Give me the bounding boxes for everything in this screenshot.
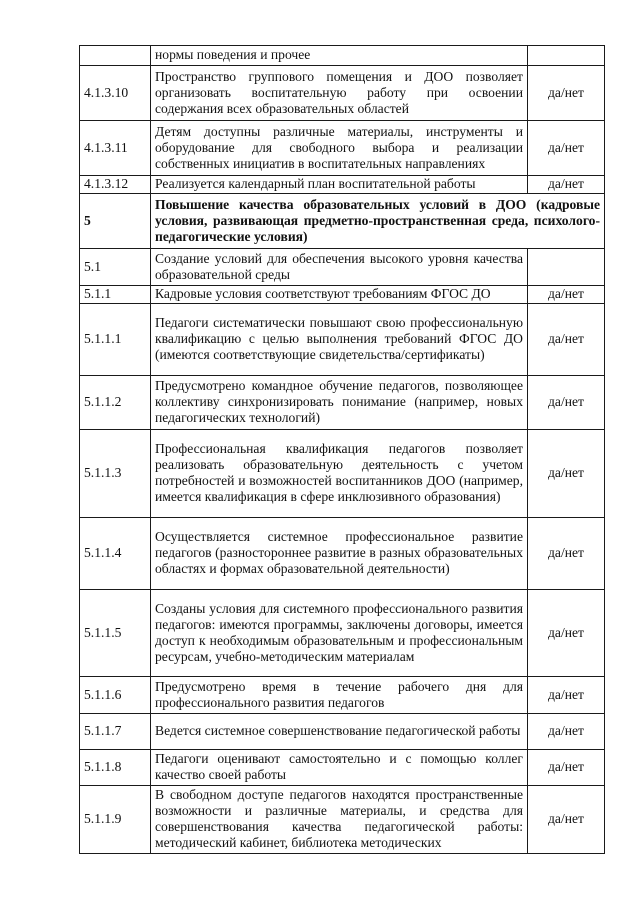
row-answer: да/нет <box>528 176 605 194</box>
row-answer: да/нет <box>528 121 605 176</box>
row-text: Ведется системное совершенствование педагогической работы <box>151 714 528 750</box>
row-number: 4.1.3.11 <box>80 121 151 176</box>
row-answer: да/нет <box>528 518 605 590</box>
row-answer: да/нет <box>528 590 605 677</box>
row-number: 5.1.1.9 <box>80 786 151 854</box>
row-text: Осуществляется системное профессиональное развитие педагогов (разностороннее развитие в разных образовательных областях и формах образовательной деятельности) <box>151 518 528 590</box>
row-number: 5.1.1 <box>80 286 151 304</box>
row-text: нормы поведения и прочее <box>151 46 528 66</box>
row-text: Предусмотрено командное обучение педагогов, позволяющее коллективу синхронизировать понимание (например, новых педагогических технологий) <box>151 376 528 430</box>
table-row <box>80 677 605 714</box>
section-number: 5 <box>80 194 151 249</box>
row-text: Создание условий для обеспечения высокого уровня качества образовательной среды <box>151 249 528 286</box>
row-answer: да/нет <box>528 66 605 121</box>
row-number: 5.1.1.5 <box>80 590 151 677</box>
row-answer: да/нет <box>528 750 605 786</box>
row-text: Педагоги оценивают самостоятельно и с помощью коллег качество своей работы <box>151 750 528 786</box>
row-answer: да/нет <box>528 286 605 304</box>
table-row <box>80 176 605 194</box>
row-text: Детям доступны различные материалы, инструменты и оборудование для свободного выбора и реализации собственных инициатив в воспитательных направлениях <box>151 121 528 176</box>
row-number: 5.1.1.7 <box>80 714 151 750</box>
row-text: Кадровые условия соответствуют требованиям ФГОС ДО <box>151 286 528 304</box>
row-number: 5.1.1.3 <box>80 430 151 518</box>
row-answer: да/нет <box>528 376 605 430</box>
section-title: Повышение качества образовательных условий в ДОО (кадровые условия, развивающая предметно-пространственная среда, психолого-педагогические условия) <box>151 194 605 249</box>
row-answer <box>528 46 605 66</box>
row-text: Созданы условия для системного профессионального развития педагогов: имеются программы, заключены договоры, имеется доступ к необходимым образовательным и профессиональным ресурсам, учебно-методическим материалам <box>151 590 528 677</box>
row-number: 4.1.3.10 <box>80 66 151 121</box>
document-page <box>79 45 605 854</box>
row-answer: да/нет <box>528 304 605 376</box>
row-number: 5.1.1.8 <box>80 750 151 786</box>
table-row <box>80 518 605 590</box>
table-section-row <box>80 194 605 249</box>
row-text: Предусмотрено время в течение рабочего дня для профессионального развития педагогов <box>151 677 528 714</box>
row-number: 5.1.1.2 <box>80 376 151 430</box>
row-number: 4.1.3.12 <box>80 176 151 194</box>
row-text: Профессиональная квалификация педагогов позволяет реализовать образовательную деятельность с учетом потребностей и возможностей воспитанников ДОО (например, имеется квалификация в сфере инклюзивного образования) <box>151 430 528 518</box>
table-body <box>80 46 605 854</box>
table-row <box>80 376 605 430</box>
row-number <box>80 46 151 66</box>
table-row <box>80 590 605 677</box>
row-number: 5.1.1.1 <box>80 304 151 376</box>
row-answer: да/нет <box>528 714 605 750</box>
table-row <box>80 121 605 176</box>
table-row <box>80 304 605 376</box>
row-answer <box>528 249 605 286</box>
criteria-table <box>79 45 605 854</box>
table-row <box>80 46 605 66</box>
row-text: Реализуется календарный план воспитательной работы <box>151 176 528 194</box>
table-row <box>80 714 605 750</box>
row-number: 5.1.1.6 <box>80 677 151 714</box>
row-answer: да/нет <box>528 677 605 714</box>
row-text: Пространство группового помещения и ДОО позволяет организовать воспитательную работу при освоении содержания всех образовательных областей <box>151 66 528 121</box>
table-row <box>80 786 605 854</box>
table-row <box>80 249 605 286</box>
row-number: 5.1 <box>80 249 151 286</box>
row-answer: да/нет <box>528 430 605 518</box>
table-row <box>80 750 605 786</box>
table-row <box>80 66 605 121</box>
table-row <box>80 286 605 304</box>
row-text: Педагоги систематически повышают свою профессиональную квалификацию с целью выполнения требований ФГОС ДО (имеются соответствующие свидетельства/сертификаты) <box>151 304 528 376</box>
row-text: В свободном доступе педагогов находятся пространственные возможности и различные материалы, и средства для совершенствования качества педагогической работы: методический кабинет, библиотека методических <box>151 786 528 854</box>
row-answer: да/нет <box>528 786 605 854</box>
row-number: 5.1.1.4 <box>80 518 151 590</box>
table-row <box>80 430 605 518</box>
